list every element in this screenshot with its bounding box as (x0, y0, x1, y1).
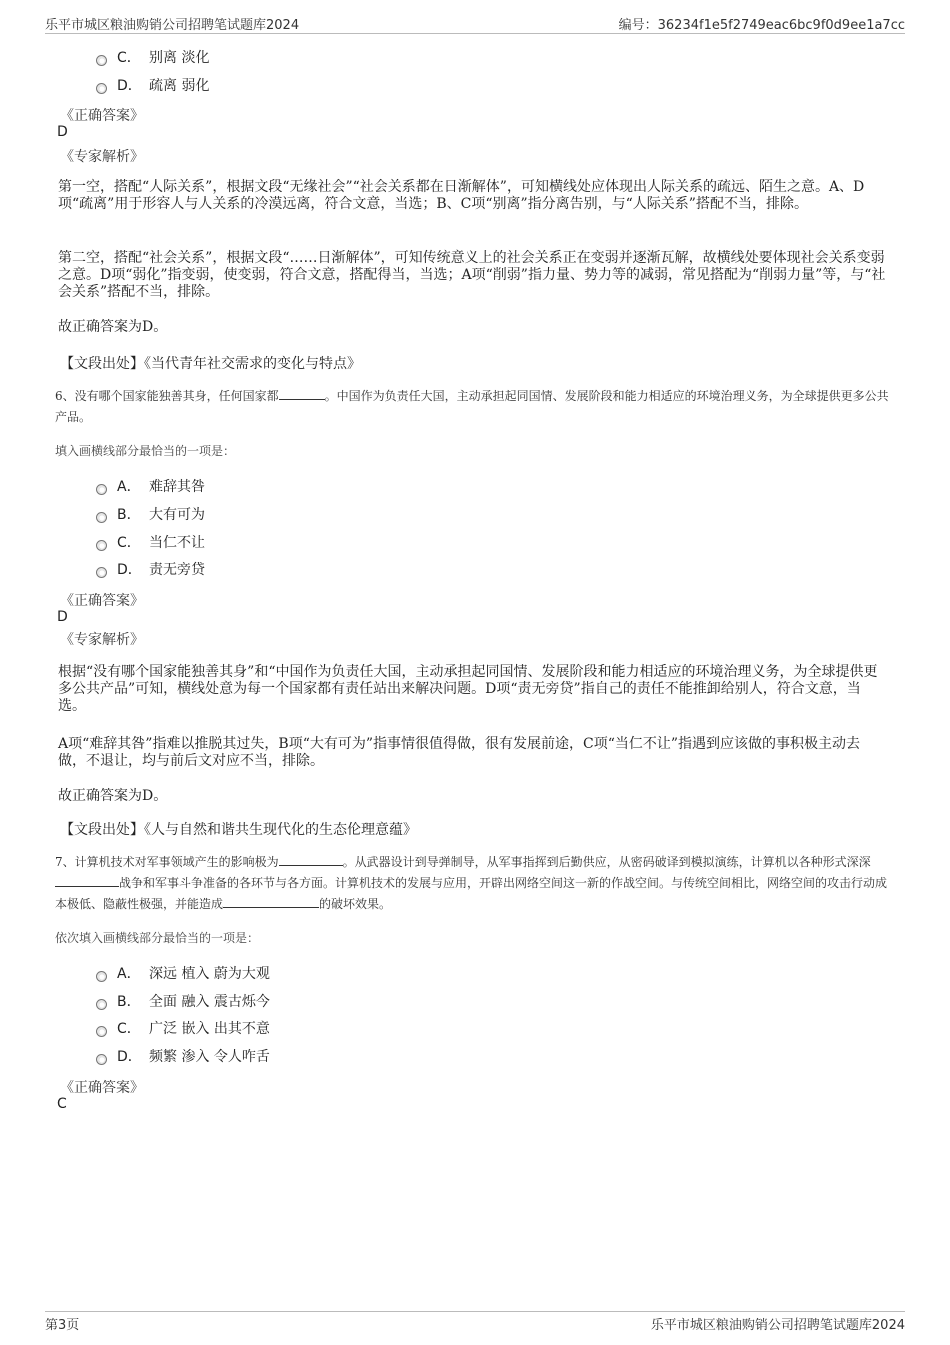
radio-button-icon[interactable] (96, 55, 107, 66)
passage-source: 【文段出处】《人与自然和谐共生现代化的生态伦理意蕴》 (60, 822, 417, 838)
analysis-paragraph: 第二空，搭配“社会关系”，根据文段“……日渐解体”，可知传统意义上的社会关系正在变弱并逐渐瓦解，故横线处要体现社会关系变弱之意。D项“弱化”指变弱，使变弱，符合文意，搭配得当，当选；A项“削弱”指力量、势力等的减弱，常见搭配为“削弱力量”等，与“社会关系”搭配不当，排除。 (58, 250, 886, 300)
radio-button-icon[interactable] (96, 999, 107, 1010)
option-b[interactable] (96, 504, 205, 524)
question-prompt: 填入画横线部分最恰当的一项是： (55, 444, 236, 458)
answer-value: D (57, 609, 68, 625)
radio-button-icon[interactable] (96, 484, 107, 495)
footer-title: 乐平市城区粮油购销公司招聘笔试题库2024 (650, 1318, 905, 1333)
passage-source: 【文段出处】《当代青年社交需求的变化与特点》 (60, 356, 361, 372)
option-label: B． (117, 507, 141, 523)
option-c[interactable] (96, 1018, 270, 1038)
radio-button-icon[interactable] (96, 512, 107, 523)
option-text: 深远 植入 蔚为大观 (149, 966, 270, 982)
answer-blank (55, 875, 119, 887)
analysis-paragraph: 根据“没有哪个国家能独善其身”和“中国作为负责任大国，主动承担起同国情、发展阶段和能力相适应的环境治理义务，为全球提供更多公共产品”可知，横线处意为每一个国家都有责任站出来解决问题。D项“责无旁贷”指自己的责任不能推卸给别人，符合文意，当选。 (58, 664, 878, 714)
option-a[interactable] (96, 476, 205, 496)
option-d[interactable] (96, 1046, 270, 1066)
radio-button-icon[interactable] (96, 567, 107, 578)
option-label: C． (117, 1021, 141, 1037)
option-text: 疏离 弱化 (149, 78, 210, 94)
analysis-heading: 《专家解析》 (60, 632, 144, 648)
answer-heading: 《正确答案》 (60, 108, 144, 124)
option-label: C． (117, 535, 141, 551)
option-label: D． (117, 1049, 142, 1065)
footer-divider (45, 1311, 905, 1312)
question-6-stem: 6、没有哪个国家能独善其身，任何国家都 。中国作为负责任大国，主动承担起同国情、发展阶段和能力相适应的环境治理义务，为全球提供更多公共产品。 (55, 389, 889, 424)
header-title: 乐平市城区粮油购销公司招聘笔试题库2024 (45, 18, 300, 33)
header-divider (45, 33, 905, 34)
option-label: C． (117, 50, 141, 66)
answer-heading: 《正确答案》 (60, 593, 144, 609)
radio-button-icon[interactable] (96, 540, 107, 551)
option-text: 广泛 嵌入 出其不意 (149, 1021, 270, 1037)
analysis-conclusion: 故正确答案为D。 (58, 788, 168, 804)
question-prompt: 依次填入画横线部分最恰当的一项是： (55, 931, 260, 945)
analysis-paragraph: 第一空，搭配“人际关系”，根据文段“无缘社会”“社会关系都在日渐解体”，可知横线处应体现出人际关系的疏远、陌生之意。A、D项“疏离”用于形容人与人关系的冷漠远离，符合文意，当选；B、C项“别离”指分离告别，与“人际关系”搭配不当，排除。 (58, 179, 865, 212)
document-code: 编号：36234f1e5f2749eac6bc9f0d9ee1a7cc (618, 18, 905, 33)
option-text: 难辞其咎 (149, 479, 205, 495)
option-a[interactable] (96, 963, 270, 983)
option-text: 全面 融入 震古烁今 (149, 994, 270, 1010)
option-c[interactable] (96, 532, 205, 552)
option-text: 责无旁贷 (149, 562, 205, 578)
answer-blank (279, 854, 343, 866)
radio-button-icon[interactable] (96, 971, 107, 982)
option-label: D． (117, 562, 142, 578)
option-label: A． (117, 479, 141, 495)
radio-button-icon[interactable] (96, 83, 107, 94)
option-b[interactable] (96, 991, 270, 1011)
option-d[interactable] (96, 75, 209, 95)
option-text: 当仁不让 (149, 535, 205, 551)
answer-value: D (57, 124, 68, 140)
option-text: 频繁 渗入 令人咋舌 (149, 1049, 270, 1065)
question-7-stem: 7、计算机技术对军事领域产生的影响极为 。从武器设计到导弹制导，从军事指挥到后勤供应，从密码破译到模拟演练，计算机以各种形式深深战争和军事斗争准备的各环节与各方面。计算机技术的发展与应用，开辟出网络空间这一新的作战空间。与传统空间相比，网络空间的攻击行动成本极低、隐蔽性极强，并能造成 的破坏效果。 (55, 855, 888, 911)
option-d[interactable] (96, 559, 205, 579)
option-c[interactable] (96, 47, 209, 67)
answer-blank (223, 896, 319, 908)
analysis-heading: 《专家解析》 (60, 149, 144, 165)
answer-value: C (57, 1096, 67, 1112)
option-label: D． (117, 78, 142, 94)
answer-blank (279, 388, 325, 400)
analysis-conclusion: 故正确答案为D。 (58, 319, 168, 335)
option-text: 别离 淡化 (149, 50, 210, 66)
analysis-paragraph: A项“难辞其咎”指难以推脱其过失，B项“大有可为”指事情很值得做，很有发展前途，C项“当仁不让”指遇到应该做的事积极主动去做，不退让，均与前后文对应不当，排除。 (58, 736, 861, 769)
option-label: B． (117, 994, 141, 1010)
page-number: 第3页 (45, 1318, 80, 1333)
answer-heading: 《正确答案》 (60, 1080, 144, 1096)
option-label: A． (117, 966, 141, 982)
option-text: 大有可为 (149, 507, 205, 523)
radio-button-icon[interactable] (96, 1026, 107, 1037)
radio-button-icon[interactable] (96, 1054, 107, 1065)
